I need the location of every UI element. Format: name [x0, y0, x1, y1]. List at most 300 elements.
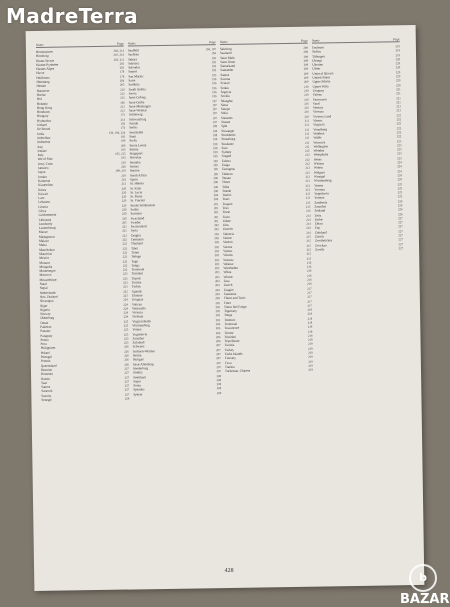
entry-page: 200	[213, 176, 218, 181]
entry-page: 211	[304, 122, 310, 128]
entry-page: 210	[304, 110, 309, 115]
entry-page: 199	[213, 150, 218, 155]
entry-name: Monaco	[39, 260, 51, 265]
entry-name: Zambesia	[314, 200, 328, 205]
entry-name: Mauritius	[39, 251, 52, 256]
entry-name: Yemen	[132, 327, 142, 332]
entry-page: 199	[213, 167, 218, 172]
entry-page: 205	[122, 220, 127, 225]
entry-name: Poland	[40, 350, 50, 355]
entry-page: 203	[119, 65, 125, 70]
entry-page: 201	[214, 214, 219, 219]
entry-name: Haute-Savoie	[36, 58, 55, 63]
entry-name: Warwick	[313, 139, 326, 145]
entry-page: 196	[211, 77, 217, 82]
entry-name: Korea	[38, 187, 47, 192]
entry-name: Prussia	[40, 359, 51, 364]
entry-page: 227	[124, 375, 130, 380]
entry-page: 185	[120, 147, 126, 152]
entry-name: Lombardy	[38, 221, 53, 226]
entry-page: 213	[305, 183, 311, 188]
entry-page: 207	[216, 356, 221, 361]
entry-page: 200	[213, 180, 219, 185]
entry-name: Oldenburg	[40, 316, 55, 321]
entry-name: Wellington	[313, 144, 329, 149]
entry-name: Norway	[40, 311, 51, 317]
entry-page: 218	[307, 320, 313, 325]
entry-page: 208	[216, 377, 222, 382]
bazar-badge-label: BAZAR	[400, 592, 450, 607]
entry-name: Verona	[223, 244, 233, 249]
entry-name: Saxe-Altenburg	[132, 361, 154, 367]
entry-name: Zululand	[132, 340, 145, 345]
entry-page: 222	[122, 267, 128, 272]
column-header	[220, 39, 308, 45]
entry-name: Vicenza	[312, 109, 324, 115]
entry-name: Tarragona	[221, 167, 236, 172]
entry-name: Yugoslavia	[132, 331, 148, 337]
entry-name: Tunisia	[224, 343, 235, 348]
entry-page: 223	[123, 284, 128, 289]
entry-page: 203	[214, 249, 220, 254]
entry-name: Russia	[41, 376, 50, 381]
entry-name: Vatican	[131, 301, 142, 306]
entry-page: 193	[120, 134, 126, 139]
entry-name: Trieste	[224, 330, 234, 335]
entry-page: 227	[398, 216, 403, 221]
entry-name: Soissons	[220, 115, 233, 120]
entry-name: Macao	[38, 230, 48, 235]
entry-page: 195	[211, 64, 217, 69]
entry-page: 202	[214, 240, 220, 245]
entry-name: Sachsen-Weimar	[132, 348, 155, 354]
entry-page: 173	[120, 113, 125, 118]
entry-page: 208	[216, 386, 222, 391]
entry-name: Switzerland	[130, 224, 147, 229]
entry-page: 215	[306, 243, 312, 248]
entry-page: 219	[308, 350, 313, 355]
entry-page: 219	[121, 173, 126, 178]
entry-name: Sorau	[133, 383, 141, 388]
entry-name: Hungary	[36, 114, 49, 119]
entry-page: 204, 214	[113, 48, 124, 53]
entry-page: 210, 214	[113, 52, 125, 58]
entry-name: Sopron	[129, 168, 140, 173]
entry-page: 205	[119, 82, 125, 87]
entry-page: 196	[211, 81, 217, 86]
entry-page: 215	[306, 247, 312, 252]
entry-page: 213	[305, 178, 311, 183]
entry-page: 219	[308, 355, 313, 360]
entry-name: Saxe-Gotha	[128, 99, 145, 105]
entry-name: Tuva	[224, 360, 232, 365]
entry-name: Liechtenstein	[38, 212, 57, 218]
entry-name: Württemberg	[313, 178, 332, 183]
entry-page: 220	[121, 211, 127, 216]
entry-name: St. Kitts	[130, 185, 141, 190]
entry-page: 219	[395, 44, 400, 49]
entry-name: Morocco	[39, 273, 52, 278]
entry-name: Tabora	[221, 158, 231, 163]
entry-name: Nigeria	[39, 307, 50, 312]
entry-name: Turkey	[131, 284, 142, 289]
entry-page: 221	[396, 87, 401, 92]
entry-name: Scinde	[129, 121, 139, 126]
entry-name: Tanga	[221, 162, 230, 168]
entry-name: Straits Settlements	[130, 202, 156, 208]
entry-page: 193	[121, 155, 126, 161]
entry-name: Reunion	[40, 367, 53, 372]
entry-page: 224	[123, 297, 128, 302]
entry-page: 206	[215, 330, 221, 335]
entry-page: 217	[307, 290, 312, 295]
entry-name: Jordan	[37, 174, 47, 179]
entry-name: Thailand	[130, 241, 143, 246]
entry-page: 203	[214, 266, 220, 271]
entry-name: Zwolle	[315, 247, 325, 252]
entry-name: Hochst	[36, 92, 47, 97]
entry-name: Romania	[40, 371, 53, 377]
entry-page: 223	[396, 143, 402, 148]
entry-name: Queensland	[40, 363, 57, 368]
entry-page: 226	[124, 353, 129, 358]
index-column	[312, 37, 408, 548]
entry-page: 224	[397, 160, 402, 165]
entry-page: 202	[214, 236, 219, 241]
entry-page: 217	[307, 286, 312, 291]
entry-page: 207	[216, 369, 222, 374]
entry-page: 220	[121, 198, 127, 203]
entry-name: Travancore	[224, 326, 240, 331]
entry-page: 220	[121, 207, 127, 212]
entry-page: 227	[398, 237, 403, 242]
column-header-page: Page	[117, 41, 124, 46]
entry-name: Portugal	[40, 354, 52, 359]
entry-name: Stralsund	[221, 141, 234, 146]
entry-page: 200	[213, 188, 219, 193]
entry-page: 211	[304, 131, 310, 136]
entry-name: Vancouver	[312, 96, 327, 102]
entry-name: St. Helena	[130, 181, 144, 186]
entry-name: Stettin	[132, 353, 142, 358]
entry-page: 224	[397, 164, 402, 169]
entry-page: 199	[213, 171, 218, 176]
entry-name: Sonora	[129, 164, 140, 169]
entry-name: Samos	[128, 69, 138, 74]
entry-name: Vienna	[313, 118, 323, 123]
entry-name: Uruguay	[131, 297, 144, 302]
entry-name: Mozambique	[39, 277, 57, 282]
entry-page: 226	[124, 349, 129, 354]
entry-page: 223	[123, 289, 128, 294]
entry-name: Zanzibar	[314, 204, 327, 209]
entry-page: 219	[308, 342, 313, 347]
entry-name: Transvaal	[131, 267, 145, 272]
entry-name: Tonga	[131, 263, 140, 268]
entry-name: Hong Kong	[36, 105, 53, 110]
entry-page: 219	[308, 363, 313, 368]
entry-page: 211	[304, 118, 310, 123]
entry-name: Tunisia	[224, 364, 235, 369]
entry-page: 203	[119, 61, 125, 66]
entry-page: 226	[397, 207, 403, 212]
entry-name: United States	[312, 75, 331, 80]
entry-name: Silesia	[129, 147, 139, 152]
entry-page: 227	[124, 383, 130, 388]
entry-name: Sweden	[130, 220, 142, 225]
entry-page: 207	[216, 347, 221, 352]
entry-page: 224	[397, 168, 402, 173]
entry-page: 203, 211	[113, 57, 125, 62]
entry-page: 227	[398, 241, 404, 246]
entry-page: 202	[214, 244, 220, 249]
entry-page: 228	[124, 396, 130, 401]
entry-name: Toulon	[222, 192, 232, 198]
entry-page: 205	[215, 313, 221, 318]
entry-name: Mexico	[39, 256, 50, 261]
entry-name: Sinope	[220, 107, 231, 112]
entry-page: 212	[305, 153, 310, 158]
entry-page: 225	[123, 332, 129, 337]
entry-page: 197	[212, 107, 217, 112]
index-columns	[36, 37, 414, 553]
entry-page: 220	[395, 78, 401, 83]
entry-page: 223	[396, 147, 402, 152]
entry-page: 195	[211, 68, 217, 73]
entry-name: Turkestan, Chinese	[224, 368, 251, 374]
entry-page: 201	[213, 201, 219, 206]
entry-name: Uganda	[131, 288, 143, 294]
entry-name: Vienna	[223, 248, 233, 253]
entry-page: 220	[395, 65, 401, 70]
entry-page: 206	[215, 334, 221, 340]
entry-page: 222	[396, 112, 402, 118]
entry-page: 227	[398, 233, 403, 238]
entry-page: 213	[120, 104, 125, 109]
entry-name: Malta	[38, 243, 47, 248]
entry-name: Saxe-Meiningen	[128, 104, 151, 109]
entry-name: Stockholm	[221, 132, 236, 137]
entry-name: Ile Rouad	[37, 127, 51, 132]
entry-name: Toledo	[222, 188, 232, 193]
entry-name: Trier	[222, 205, 229, 211]
entry-page: 209	[303, 75, 309, 80]
entry-page: 218	[307, 316, 313, 321]
entry-name: Zürich	[314, 234, 324, 239]
entry-name: Scutari	[220, 81, 230, 86]
entry-page: 221	[396, 95, 401, 100]
entry-page: 227	[398, 228, 403, 234]
entry-page: 216	[306, 273, 312, 278]
entry-page: 221	[396, 91, 401, 96]
entry-name: Sousse	[221, 119, 231, 125]
entry-name: Zurich	[223, 283, 233, 288]
entry-name: Verdun	[222, 240, 233, 245]
entry-page: 160	[120, 100, 125, 105]
entry-name: Liberia	[38, 204, 48, 209]
entry-page: 209	[303, 54, 309, 59]
entry-name: Turin	[222, 214, 230, 219]
entry-name: Sardinia	[128, 82, 140, 87]
entry-name: Vorarlberg	[313, 127, 328, 132]
entry-page: 216	[307, 281, 312, 287]
entry-name: Salonica	[128, 61, 140, 66]
entry-page: 205	[215, 309, 221, 314]
entry-name: Zweibrücken	[314, 238, 333, 243]
entry-name: Savoy	[128, 91, 137, 96]
entry-page: 197	[212, 102, 217, 108]
entry-name: Wismar	[313, 161, 325, 166]
entry-page: 219	[308, 346, 313, 351]
entry-name: Timor	[131, 250, 140, 255]
entry-page: 178	[119, 74, 125, 79]
entry-page: 222	[122, 237, 127, 242]
entry-name: Shanghai	[220, 98, 234, 103]
column-header-name: Name	[311, 38, 320, 43]
entry-page: 216	[307, 277, 312, 282]
index-entry	[225, 368, 313, 374]
entry-name: Strelitz	[132, 370, 143, 375]
entry-name: Umm al Qiwain	[312, 71, 334, 76]
index-entry	[315, 246, 403, 252]
entry-name: Salvador	[128, 65, 140, 70]
entry-name: Saxe-Weimar	[128, 108, 147, 113]
entry-page: 213	[305, 187, 311, 192]
entry-page: 207	[216, 365, 221, 370]
entry-page: 225	[397, 190, 403, 195]
entry-name: Wilna	[223, 270, 232, 275]
entry-page: 223	[123, 293, 128, 298]
entry-name: Warsaw	[223, 257, 234, 262]
entry-name: Tripolitania	[224, 338, 241, 344]
entry-page: 221	[122, 224, 127, 229]
entry-page: 197	[212, 98, 217, 103]
entry-page: 198	[212, 137, 218, 142]
entry-page: 218	[307, 333, 313, 338]
entry-name: Holstein	[36, 101, 48, 106]
entry-name: Tierra Del Fuego	[223, 304, 247, 309]
entry-name: Mongolia	[39, 264, 53, 269]
column-header-name: Name	[127, 41, 136, 46]
entry-page: 206	[215, 322, 221, 327]
entry-page: 224	[397, 177, 403, 182]
entry-name: Honduras	[36, 109, 50, 115]
entry-name: Kamerun	[37, 178, 51, 183]
index-column	[36, 42, 132, 553]
entry-page: 226	[397, 203, 403, 208]
entry-page: 211	[305, 144, 310, 149]
entry-name: Segovia	[220, 89, 232, 95]
entry-name: Venice	[222, 235, 232, 241]
entry-name: Singapore	[129, 151, 143, 156]
entry-page: 208	[303, 49, 309, 55]
entry-name: Zealand	[314, 208, 326, 213]
entry-page: 212	[305, 161, 310, 166]
entry-name: Victoria Land	[312, 114, 332, 119]
bazar-badge-icon: b	[409, 564, 437, 592]
entry-page: 223	[397, 155, 402, 160]
entry-page: 210	[304, 114, 310, 119]
entry-page: 199	[213, 163, 218, 168]
entry-page: 222	[122, 254, 128, 259]
entry-name: Iceland	[37, 122, 47, 127]
entry-name: Siam	[129, 134, 137, 139]
entry-page: 196	[212, 85, 217, 90]
entry-page: 199	[213, 154, 218, 159]
entry-name: Saalfeld	[127, 48, 139, 53]
entry-page: 214	[305, 208, 311, 213]
entry-page: 200	[213, 193, 219, 198]
entry-page: 201	[213, 206, 219, 211]
entry-page: 215	[306, 256, 312, 261]
entry-page: 216	[306, 264, 312, 269]
entry-page: 198	[212, 133, 218, 138]
entry-name: Tibet	[131, 246, 138, 251]
entry-page: 212	[305, 174, 310, 179]
entry-name: South Africa	[129, 172, 147, 178]
entry-page: 202	[214, 227, 219, 232]
entry-page: 199, 219	[115, 168, 126, 174]
entry-page: 199	[120, 138, 126, 143]
entry-page: 223	[396, 138, 402, 143]
entry-name: Wallis	[313, 135, 322, 140]
entry-page: 195	[211, 72, 217, 77]
entry-page: 227	[124, 370, 130, 375]
entry-name: Virgin Islands	[132, 318, 151, 324]
entry-page: 212	[120, 95, 125, 100]
entry-page: 216	[306, 260, 312, 265]
entry-name: Zanzibar	[132, 336, 145, 341]
entry-name: Victoria	[132, 310, 143, 315]
entry-page: 216	[306, 269, 312, 274]
entry-name: Trapani	[222, 201, 233, 206]
entry-name: Sachsen	[127, 52, 139, 57]
entry-page: 213	[120, 108, 125, 113]
entry-name: Laos	[38, 195, 45, 201]
entry-page: 213	[305, 191, 311, 196]
entry-page: 197	[212, 111, 217, 116]
entry-page: 198	[212, 145, 218, 150]
entry-name: Yemen	[314, 182, 324, 188]
entry-name: Solothurn	[133, 374, 147, 380]
entry-page: 213	[305, 200, 311, 205]
entry-name: Westphalia	[313, 152, 329, 158]
entry-name: Kiautschou	[38, 182, 54, 188]
column-header	[36, 42, 124, 48]
column-header	[312, 37, 400, 43]
entry-name: Santos	[220, 72, 230, 77]
column-header-page: Page	[300, 38, 308, 43]
entry-name: Tangier	[130, 233, 141, 238]
entry-page: 214	[306, 230, 311, 235]
column-header	[128, 40, 216, 46]
entry-name: Panama	[40, 329, 51, 334]
entry-name: Peru	[40, 341, 47, 347]
entry-name: Thurn and Taxis	[223, 295, 246, 301]
entry-name: Jamaica	[37, 165, 49, 170]
entry-page: 220	[121, 186, 127, 191]
entry-name: Wolgast	[313, 170, 325, 175]
entry-page: 201	[213, 210, 219, 215]
entry-page: 193	[120, 121, 126, 126]
entry-name: Libya	[38, 208, 47, 213]
entry-name: Vietnam	[132, 314, 144, 319]
entry-page: 207	[216, 352, 221, 357]
index-entry	[133, 391, 221, 397]
entry-page: 211	[304, 135, 310, 140]
entry-name: Sonderburg	[132, 366, 149, 371]
entry-page: 222	[122, 263, 128, 268]
